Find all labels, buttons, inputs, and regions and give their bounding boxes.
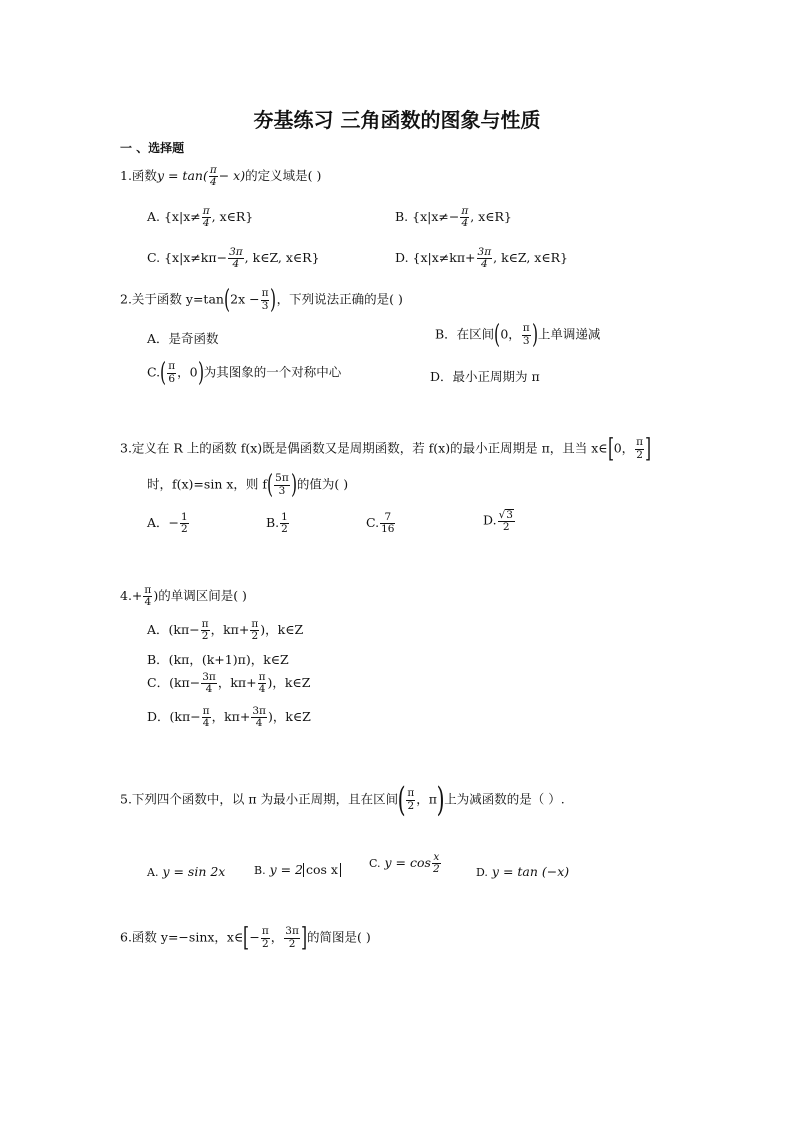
question-2-stem: 2.关于函数 y=tan(2x − $\frac{\pi}{3}$ )，下列说法正确的是( )	[120, 285, 403, 315]
question-3-option-a[interactable]: A．− $\frac{1}{2}$	[147, 511, 188, 536]
question-4-option-d[interactable]: D．(kπ− $\frac{\pi}{4}$ ，kπ+ $\frac{3\pi}{4}$ )，k∈Z	[147, 705, 311, 730]
section-heading: 一 、选择题	[120, 141, 185, 155]
question-3-option-c[interactable]: C. $\frac{7}{16}$	[366, 511, 395, 536]
question-2-option-a[interactable]: A．是奇函数	[147, 331, 219, 346]
question-4-option-c[interactable]: C．(kπ− $\frac{3\pi}{4}$ ，kπ+ $\frac{\pi}{4}$ )，k∈Z	[147, 671, 311, 696]
question-1-option-b[interactable]: B. {x|x≠− $\frac{\pi}{4}$ , x∈R}	[395, 205, 512, 230]
question-5-option-b[interactable]: B. y = 2 cos x	[254, 862, 341, 877]
question-1-stem: 1.函数y = tan( $\frac{\pi}{4}$ − x)的定义域是( )	[120, 164, 322, 189]
question-5-option-d[interactable]: D. y = tan (−x)	[476, 864, 570, 879]
question-2-option-d[interactable]: D．最小正周期为 π	[430, 369, 540, 384]
question-5-stem: 5.下列四个函数中，以 π 为最小正周期，且在区间( $\frac{\pi}{2}$ ，π)上为减函数的是（ ）.	[120, 780, 565, 820]
question-3-option-d[interactable]: D. $\frac{√3}{2}$	[483, 509, 513, 534]
question-1-option-a[interactable]: A. {x|x≠ $\frac{\pi}{4}$ , x∈R}	[147, 205, 254, 230]
question-3-stem-line-1: 3.定义在 R 上的函数 f(x)既是偶函数又是周期函数，若 f(x)的最小正周期是 π，且当 x∈[0， $\frac{\pi}{2}$ ]	[120, 434, 652, 464]
question-5-option-a[interactable]: A. y = sin 2x	[147, 864, 226, 879]
question-4-option-a[interactable]: A．(kπ− $\frac{\pi}{2}$ ，kπ+ $\frac{\pi}{2}$ )，k∈Z	[147, 618, 304, 643]
question-2-option-b[interactable]: B．在区间(0， $\frac{\pi}{3}$ )上单调递减	[435, 320, 601, 350]
question-2-option-c[interactable]: C.( $\frac{\pi}{6}$ ，0)为其图象的一个对称中心	[147, 358, 342, 388]
question-3-option-b[interactable]: B. $\frac{1}{2}$	[266, 511, 288, 536]
question-3-stem-line-2: 时，f(x)=sin x，则 f( $\frac{5\pi}{3}$ )的值为( )	[147, 470, 349, 500]
question-4-stem: 4.+ $\frac{\pi}{4}$ )的单调区间是( )	[120, 584, 247, 609]
question-1-option-c[interactable]: C. {x|x≠kπ− $\frac{3\pi}{4}$ , k∈Z, x∈R}	[147, 246, 320, 271]
page-title: 夯基练习 三角函数的图象与性质	[253, 108, 541, 132]
question-5-option-c[interactable]: C. y = cos $\frac{x}{2}$	[369, 851, 440, 876]
question-4-option-b[interactable]: B．(kπ，(k+1)π)，k∈Z	[147, 652, 289, 667]
question-1-option-d[interactable]: D. {x|x≠kπ+ $\frac{3\pi}{4}$ , k∈Z, x∈R}	[395, 246, 568, 271]
question-6-stem: 6.函数 y=−sinx，x∈[− $\frac{\pi}{2}$ ， $\frac{3\pi}{2}$ ]的简图是( )	[120, 923, 371, 953]
